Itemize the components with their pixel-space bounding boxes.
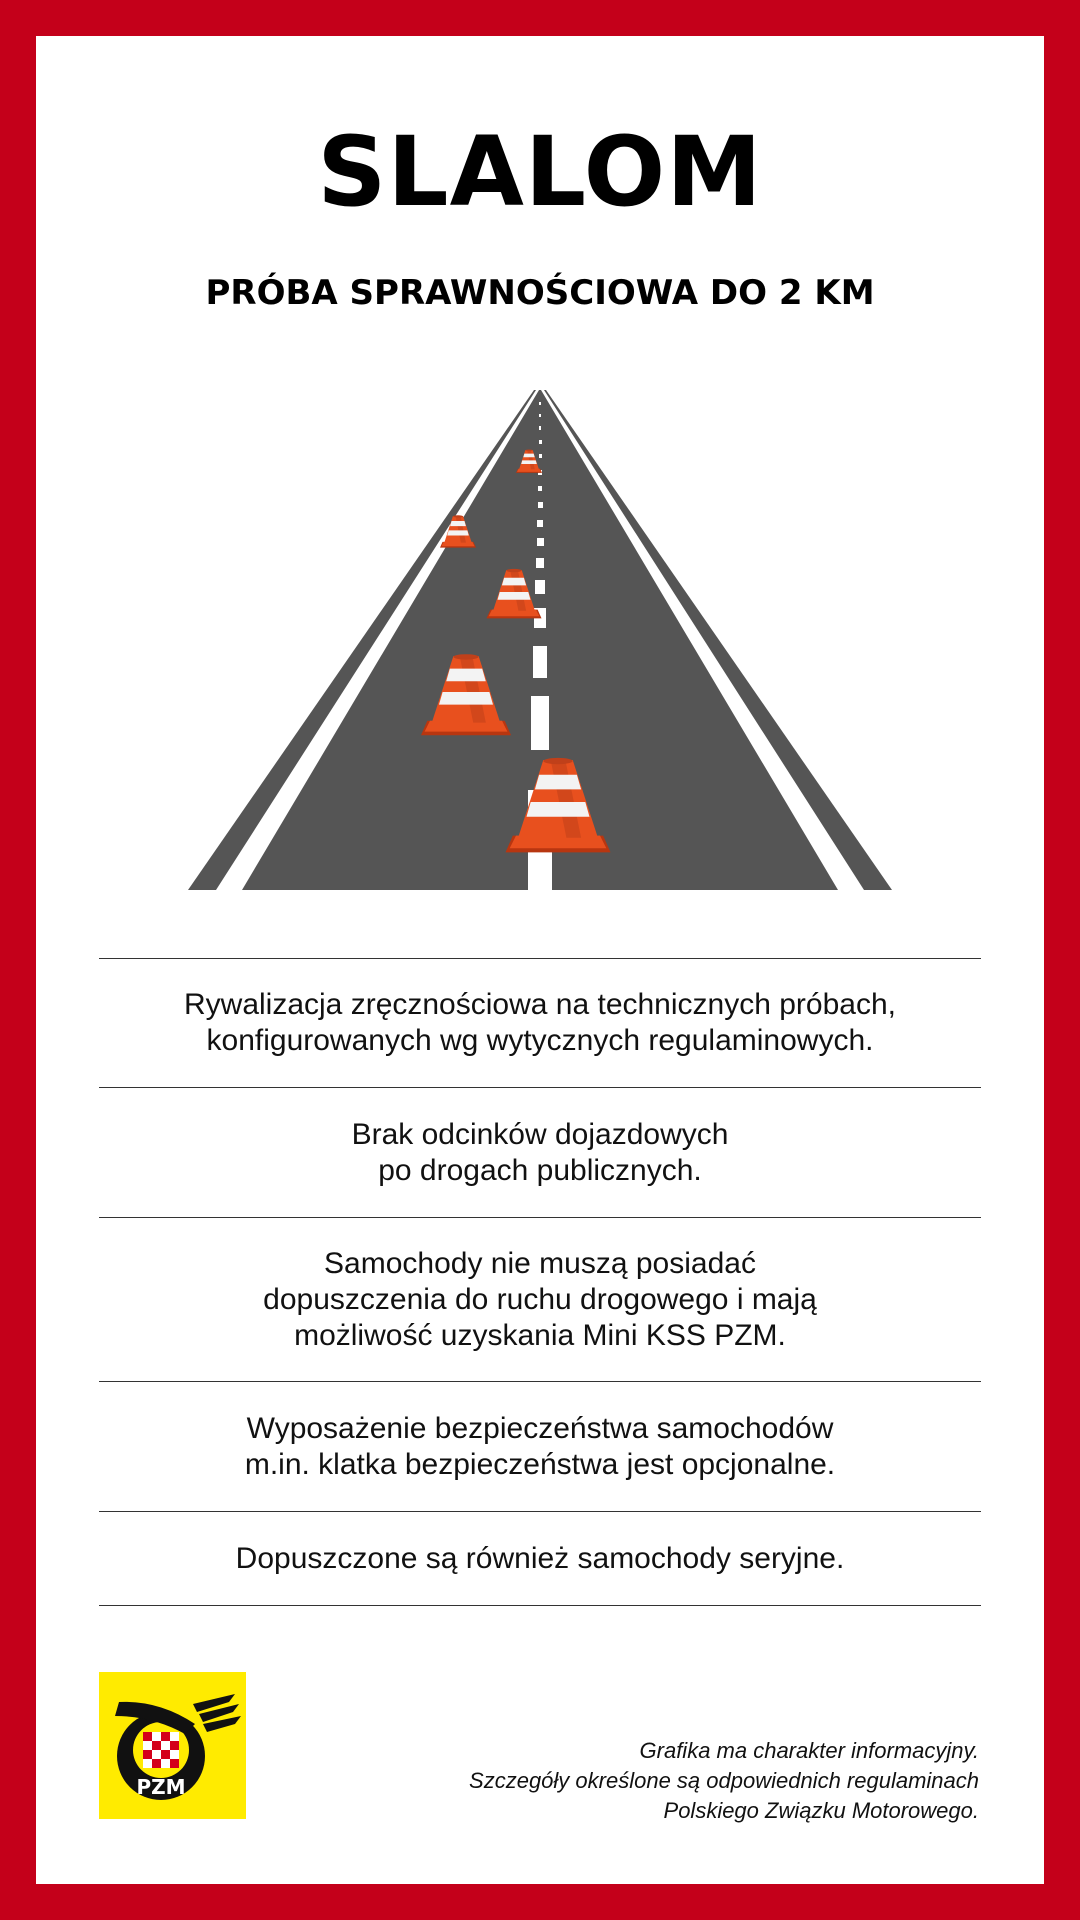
note-line: Grafika ma charakter informacyjny. — [639, 1738, 979, 1763]
fact-item — [99, 1381, 981, 1511]
fact-line: Samochody nie muszą posiadać — [324, 1246, 756, 1280]
page-subtitle: PRÓBA SPRAWNOŚCIOWA DO 2 KM — [205, 273, 875, 313]
note-line: Polskiego Związku Motorowego. — [663, 1798, 979, 1823]
fact-line: m.in. klatka bezpieczeństwa jest opcjonalne. — [244, 1447, 836, 1481]
fact-line: Brak odcinków dojazdowych — [351, 1117, 729, 1151]
fact-item — [99, 958, 981, 1087]
logo-text: PZM — [136, 1775, 186, 1799]
pzm-logo — [99, 1672, 246, 1819]
fact-line: Rywalizacja zręcznościowa na technicznych próbach, — [183, 988, 896, 1021]
fact-line: po drogach publicznych. — [378, 1153, 702, 1187]
fact-line: możliwość uzyskania Mini KSS PZM. — [294, 1318, 786, 1352]
fact-item — [99, 1217, 981, 1381]
facts-list — [99, 958, 981, 1606]
poster-card — [36, 36, 1044, 1884]
disclaimer-note — [469, 1736, 979, 1826]
fact-line: Dopuszczone są również samochody seryjne. — [235, 1541, 845, 1575]
fact-item — [99, 1087, 981, 1217]
fact-line: dopuszczenia do ruchu drogowego i mają — [263, 1282, 817, 1316]
checkered-flag-icon — [143, 1732, 179, 1768]
page-title: SLALOM — [317, 116, 763, 228]
fact-item — [99, 1511, 981, 1606]
fact-line: Wyposażenie bezpieczeństwa samochodów — [246, 1411, 834, 1445]
note-line: Szczegóły określone są odpowiednich regulaminach — [469, 1768, 979, 1793]
fact-line: konfigurowanych wg wytycznych regulaminowych. — [206, 1024, 874, 1057]
road-with-cones-illustration — [188, 390, 892, 890]
